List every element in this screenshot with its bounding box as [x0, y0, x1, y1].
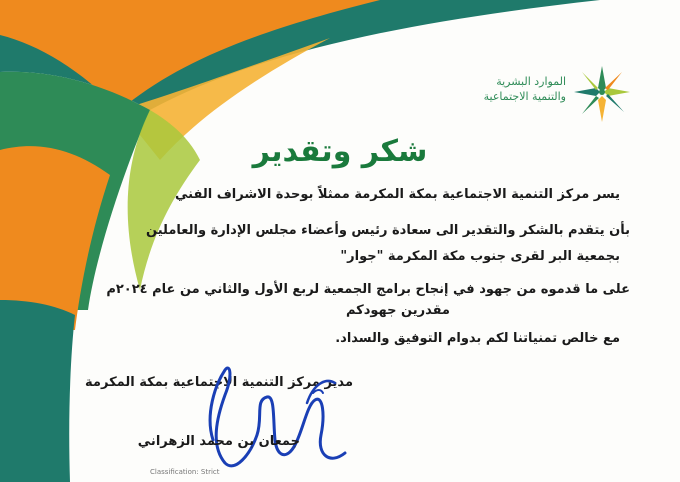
- classification-footer: Classification: Strict: [150, 468, 220, 476]
- body-line-6: مع خالص تمنياتنا لكم بدوام التوفيق والسداد.: [335, 331, 620, 346]
- ministry-logo-icon: [570, 62, 634, 126]
- body-line-5: مقدرين جهودكم: [345, 303, 450, 318]
- signatory-name: جمعان بن محمد الزهراني: [137, 434, 300, 449]
- teal-band-bottom: [0, 300, 75, 482]
- ministry-name-line-2: والتنمية الاجتماعية: [483, 90, 566, 103]
- body-line-4: على ما قدموه من جهود في إنجاح برامج الجمعية لربع الأول والثاني من عام ٢٠٢٤م: [106, 282, 630, 297]
- ministry-logo-text: [458, 74, 566, 104]
- certificate-title: شكر وتقدير: [252, 134, 428, 169]
- body-line-2: بأن يتقدم بالشكر والتقدير الى سعادة رئيس وأعضاء مجلس الإدارة والعاملين: [146, 223, 630, 238]
- handwritten-signature: [195, 345, 365, 475]
- ministry-name-line-1: الموارد البشرية: [496, 75, 566, 88]
- body-line-3: بجمعية البر لقرى جنوب مكة المكرمة "جوار": [340, 249, 620, 264]
- body-line-1: يسر مركز التنمية الاجتماعية بمكة المكرمة ممثلاً بوحدة الاشراف الفني: [175, 187, 620, 202]
- signatory-position: مدير مركز التنمية الاجتماعية بمكة المكرمة: [85, 375, 353, 390]
